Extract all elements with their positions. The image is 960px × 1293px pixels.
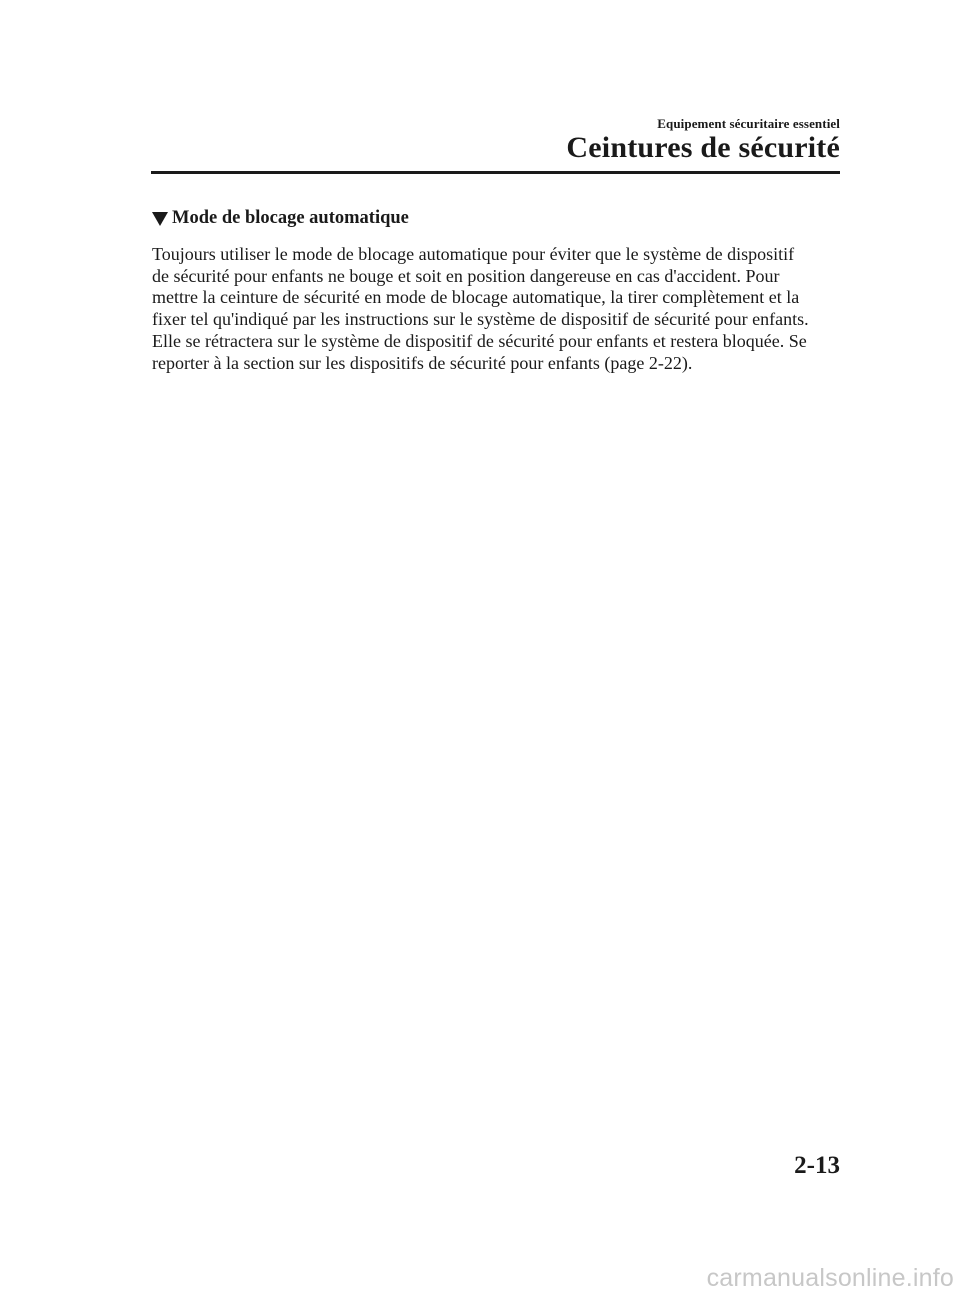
paragraph-line: Toujours utiliser le mode de blocage automatique pour éviter que le système de dispositif	[152, 244, 795, 264]
subheading-text: Mode de blocage automatique	[172, 208, 409, 228]
subheading	[152, 208, 409, 229]
page-title: Ceintures de sécurité	[566, 131, 840, 164]
body-paragraph	[152, 244, 852, 374]
watermark: carmanualsonline.info	[706, 1264, 954, 1292]
down-triangle-icon	[152, 212, 168, 226]
page-number: 2-13	[794, 1152, 840, 1179]
paragraph-line: mettre la ceinture de sécurité en mode de blocage automatique, la tirer complètement et la	[152, 287, 800, 308]
paragraph-line: Elle se rétractera sur le système de dispositif de sécurité pour enfants et restera bloquée. Se	[152, 330, 807, 351]
paragraph-line: fixer tel qu'indiqué par les instructions sur le système de dispositif de sécurité pour enfants.	[152, 309, 809, 330]
paragraph-line: reporter à la section sur les dispositifs de sécurité pour enfants (page 2-22).	[152, 352, 693, 373]
paragraph-line: de sécurité pour enfants ne bouge et soit en position dangereuse en cas d'accident. Pour	[152, 265, 780, 286]
section-name: Equipement sécuritaire essentiel	[657, 116, 840, 131]
header-divider	[151, 171, 840, 174]
